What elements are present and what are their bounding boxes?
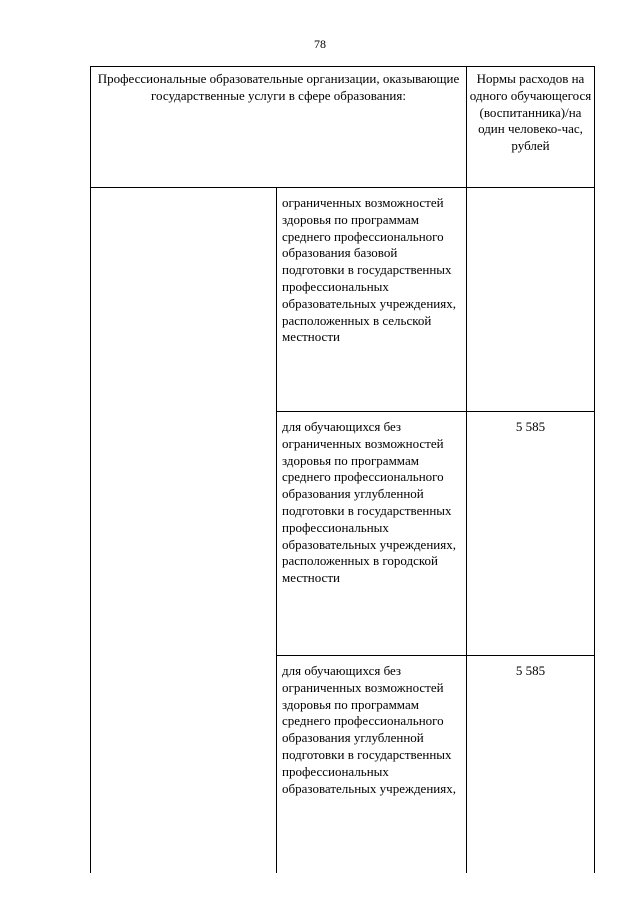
- table-row: [91, 188, 595, 412]
- norms-table: [90, 66, 595, 873]
- row-description: ограниченных возможностей здоровья по программам среднего профессионального образования базовой подготовки в государственных профессиональных образовательных учреждениях, расположенных в сельской местности: [277, 188, 467, 412]
- row-value: [467, 188, 595, 412]
- row-value: 5 585: [467, 412, 595, 656]
- table-header-row: [91, 67, 595, 188]
- row-description: для обучающихся без ограниченных возможностей здоровья по программам среднего профессионального образования углубленной подготовки в государственных профессиональных образовательных учреждениях, расположенных в городской местности: [277, 412, 467, 656]
- header-organizations: Профессиональные образовательные организации, оказывающие государственные услуги в сфере образования:: [91, 67, 467, 188]
- row-description: для обучающихся без ограниченных возможностей здоровья по программам среднего профессионального образования углубленной подготовки в государственных профессиональных образовательных учреждениях,: [277, 656, 467, 874]
- organization-cell: [91, 188, 277, 874]
- page-number: 78: [314, 37, 326, 51]
- row-value: 5 585: [467, 656, 595, 874]
- header-norms: Нормы расходов на одного обучающегося (воспитанника)/на один человеко-час, рублей: [467, 67, 595, 188]
